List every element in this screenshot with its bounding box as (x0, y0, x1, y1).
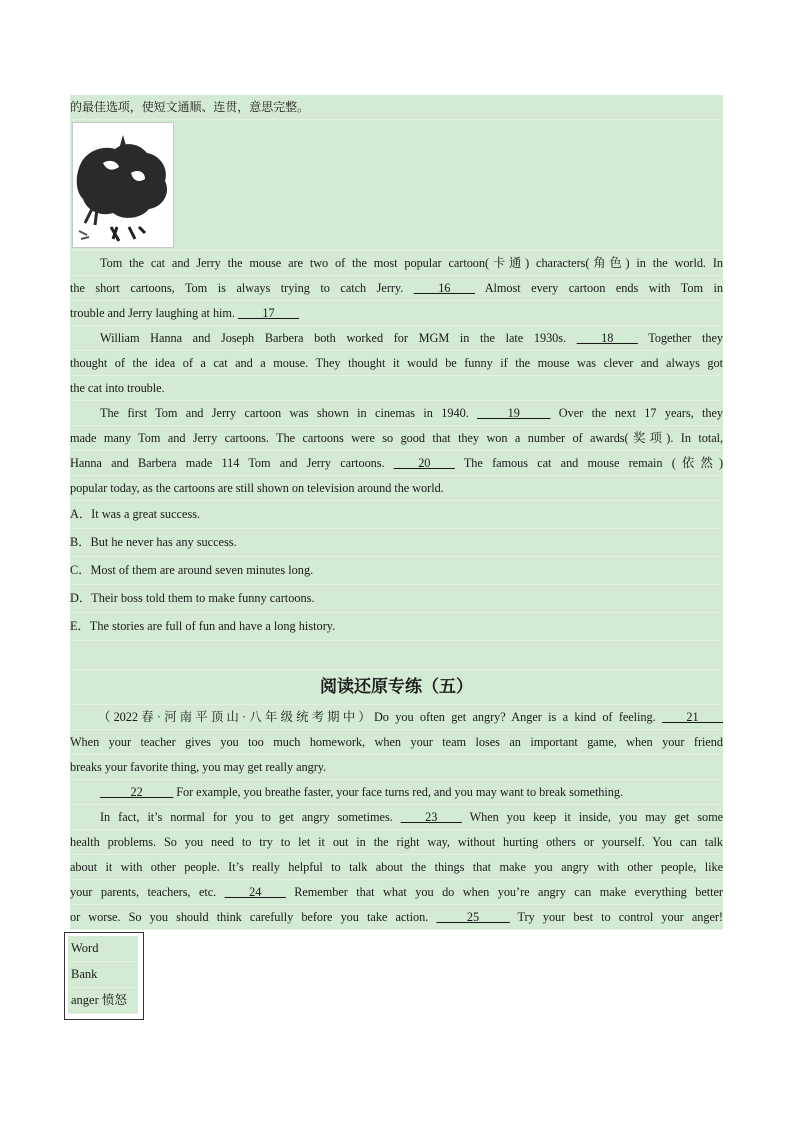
passage2-line (70, 880, 723, 905)
passage-text: Almost every cartoon ends with Tom in (484, 281, 723, 295)
section-title: 阅读还原专练（五） (70, 670, 723, 705)
passage-text: your parents, teachers, etc. (70, 885, 217, 899)
blank-22[interactable]: _____22_____ (100, 785, 174, 799)
passage-text: Over the next 17 years, they (558, 406, 723, 420)
passage2-line (70, 730, 723, 755)
instruction-line: 的最佳选项，使短文通顺、连贯，意思完整。 (70, 95, 723, 120)
passage-text: When you keep it inside, you may get some (469, 810, 723, 824)
passage-text: Tom the cat and Jerry the mouse are two of the most popular cartoon(卡通) characters(角色) in the world. In (100, 256, 723, 270)
passage2-line (70, 780, 723, 805)
word-bank-content (68, 936, 138, 1014)
passage-text: thought of the idea of a cat and a mouse. They thought it would be funny if the mouse was clever and always got (70, 356, 723, 370)
passage1-line (70, 376, 723, 401)
blank-16[interactable]: ____16____ (413, 281, 475, 295)
option-a[interactable]: A．It was a great success. (70, 501, 723, 529)
option-b[interactable]: B．But he never has any success. (70, 529, 723, 557)
passage-text: Try your best to control your anger! (517, 910, 723, 924)
passage-text: the cat into trouble. (70, 381, 165, 395)
passage-text: The first Tom and Jerry cartoon was shown in cinemas in 1940. (100, 406, 469, 420)
passage-text: For example, you breathe faster, your face turns red, and you may want to break something. (176, 785, 623, 799)
passage-text: health problems. So you need to try to let it out in the right way, without hurting others or yourself. You can talk (70, 835, 723, 849)
passage2-line (70, 905, 723, 930)
word-bank-heading: Bank (68, 962, 138, 988)
passage-text: the short cartoons, Tom is always trying to catch Jerry. (70, 281, 404, 295)
passage-text: about it with other people. It’s really helpful to talk about the things that make you angry with other people, like (70, 860, 723, 874)
passage-text: breaks your favorite thing, you may get really angry. (70, 760, 327, 774)
option-c[interactable]: C．Most of them are around seven minutes long. (70, 557, 723, 585)
blank-25[interactable]: _____25_____ (436, 910, 510, 924)
word-bank-heading: Word (68, 936, 138, 962)
passage1-line (70, 351, 723, 376)
passage-text: Remember that what you do when you’re angry can make everything better (294, 885, 723, 899)
blank-23[interactable]: ____23____ (400, 810, 462, 824)
passage-text: When your teacher gives you too much homework, when your team loses an important game, when your friend (70, 735, 723, 749)
blank-18[interactable]: ____18____ (576, 331, 638, 345)
passage1-line (70, 276, 723, 301)
passage-text: popular today, as the cartoons are still shown on television around the world. (70, 481, 444, 495)
option-e[interactable]: E．The stories are full of fun and have a long history. (70, 613, 723, 641)
passage-text: Hanna and Barbera made 114 Tom and Jerry cartoons. (70, 456, 385, 470)
blank-19[interactable]: _____19_____ (477, 406, 551, 420)
passage-text: William Hanna and Joseph Barbera both worked for MGM in the late 1930s. (100, 331, 567, 345)
passage-text: made many Tom and Jerry cartoons. The cartoons were so good that they won a number of awards(奖项). In total, (70, 431, 723, 445)
passage2-line (70, 830, 723, 855)
passage1-line (70, 301, 723, 326)
passage-text: The famous cat and mouse remain (依然) (463, 456, 723, 470)
blank-20[interactable]: ____20____ (393, 456, 455, 470)
passage2-line (70, 755, 723, 780)
word-bank-entry: anger 愤怒 (68, 988, 138, 1014)
blank-24[interactable]: ____24____ (224, 885, 286, 899)
blank-17[interactable]: ____17____ (237, 306, 299, 320)
passage-text: trouble and Jerry laughing at him. (70, 306, 235, 320)
passage-text: Together they (648, 331, 723, 345)
blank-21[interactable]: ____21____ (662, 710, 723, 724)
worksheet-body (70, 95, 723, 930)
passage1-line (70, 451, 723, 476)
passage2-line (70, 855, 723, 880)
word-bank-box (64, 932, 144, 1020)
option-d[interactable]: D．Their boss told them to make funny cartoons. (70, 585, 723, 613)
passage-text: or worse. So you should think carefully before you take action. (70, 910, 429, 924)
passage1-line (70, 476, 723, 501)
passage-text: In fact, it’s normal for you to get angry sometimes. (100, 810, 393, 824)
illustration-row (70, 120, 723, 251)
passage1-line (70, 326, 723, 351)
passage1-line (70, 426, 723, 451)
passage1-line (70, 251, 723, 276)
cartoon-illustration (72, 122, 174, 248)
passage1-line (70, 401, 723, 426)
spacer-row (70, 641, 723, 670)
passage2-line (70, 805, 723, 830)
passage2-line (70, 705, 723, 730)
passage-text: （2022春·河南平顶山·八年级统考期中）Do you often get angry? Anger is a kind of feeling. (98, 710, 656, 724)
